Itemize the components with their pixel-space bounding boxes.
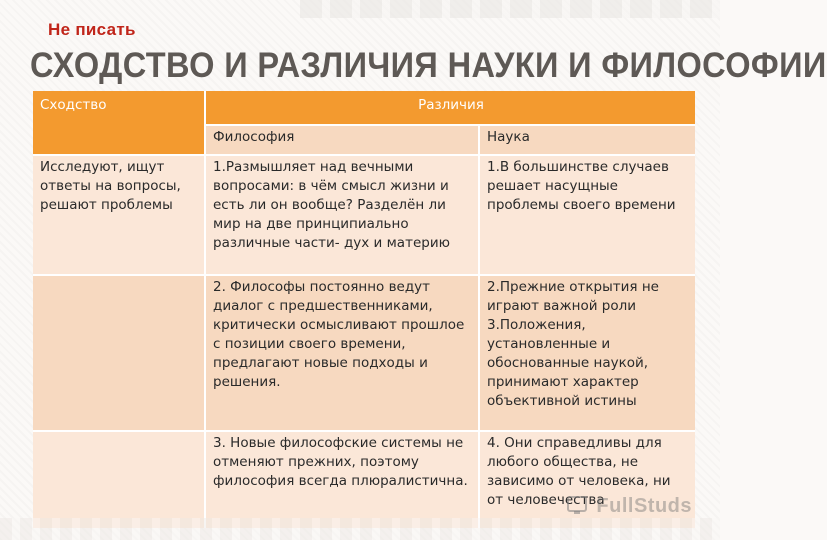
- header-similarity: Сходство: [33, 91, 205, 125]
- philosophy-cell: 1.Размышляет над вечными вопросами: в чём смысл жизни и есть ли он вообще? Разделён ли мир на две принципиально различные части- дух и материю: [205, 155, 479, 275]
- watermark-logo-icon: [566, 494, 588, 516]
- science-cell: 1.В большинстве случаев решает насущные проблемы своего времени: [479, 155, 695, 275]
- decorative-top-pattern: [300, 0, 720, 18]
- header-differences: Различия: [205, 91, 695, 125]
- table-header-row: [33, 91, 695, 125]
- table-row: [33, 275, 695, 431]
- subheader-philosophy: Философия: [205, 125, 479, 155]
- empty-similarity-cell: [33, 275, 205, 431]
- similarity-cell: Исследуют, ищут ответы на вопросы, решают проблемы: [33, 155, 205, 275]
- subheader-science: Наука: [479, 125, 695, 155]
- philosophy-cell: 2. Философы постоянно ведут диалог с предшественниками, критически осмысливают прошлое с позиции своего времени, предлагают новые подходы и решения.: [205, 275, 479, 431]
- watermark: [566, 494, 692, 518]
- subheader-spacer: [33, 125, 205, 155]
- comparison-table: [33, 91, 695, 528]
- empty-similarity-cell: [33, 431, 205, 528]
- decorative-bottom-pattern: [0, 518, 720, 540]
- note-text: Не писать: [48, 20, 136, 39]
- science-cell: 2.Прежние открытия не играют важной роли 3.Положения, установленные и обоснованные наукой, принимают характер объективной истины: [479, 275, 695, 431]
- science-cell: 4. Они справедливы для любого общества, не зависимо от человека, ни от человечества: [479, 431, 695, 528]
- table-row: [33, 155, 695, 275]
- philosophy-cell: 3. Новые философские системы не отменяют прежних, поэтому философия всегда плюралистична.: [205, 431, 479, 528]
- watermark-text: FullStuds: [596, 495, 692, 517]
- slide-title: СХОДСТВО И РАЗЛИЧИЯ НАУКИ И ФИЛОСОФИИ: [30, 46, 827, 85]
- table-subheader-row: [33, 125, 695, 155]
